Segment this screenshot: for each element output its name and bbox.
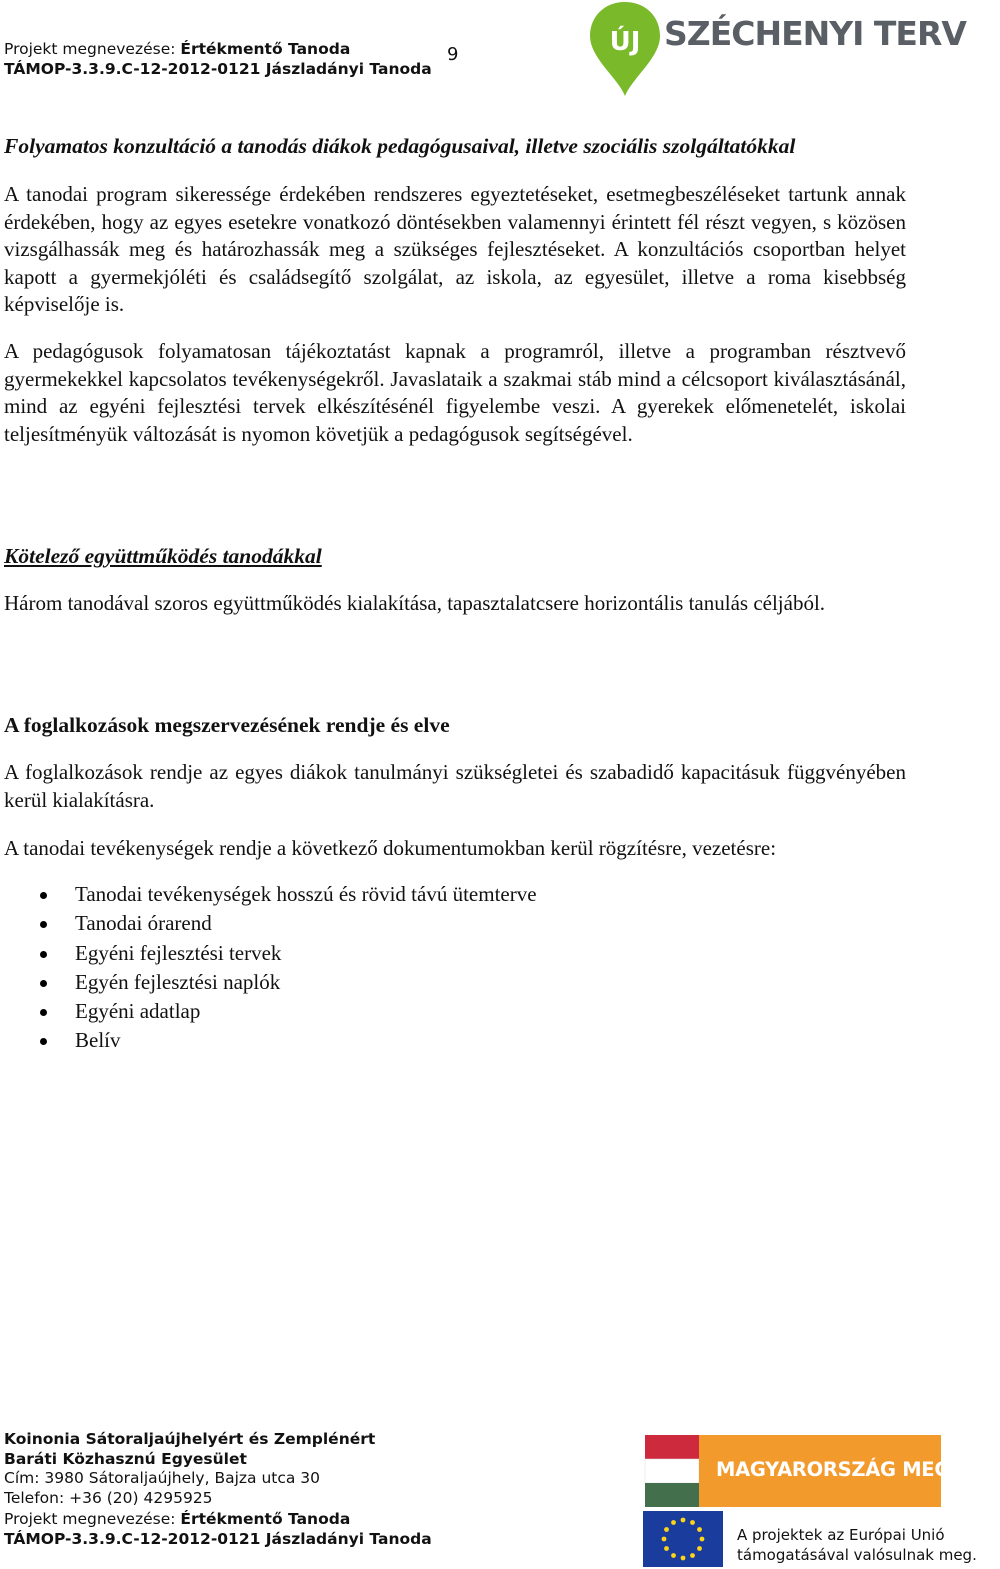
footer-project-name: Értékmentő Tanoda [180,1510,351,1528]
header-project-code: TÁMOP-3.3.9.C-12-2012-0121 Jászladányi Tanoda [4,60,432,78]
footer-org-line2: Baráti Közhasznú Egyesület [4,1450,247,1468]
bullet-icon [40,980,47,987]
section-heading-cooperation: Kötelező együttműködés tanodákkal [4,544,322,568]
footer-phone: Telefon: +36 (20) 4295925 [4,1489,213,1507]
bullet-icon [40,1009,47,1016]
list-item: Egyén fejlesztési naplók [0,968,537,997]
document-list [0,880,537,1056]
page-number: 9 [447,44,459,65]
footer-project-label: Projekt megnevezése: [4,1510,181,1528]
list-item: Belív [0,1026,537,1055]
eu-support-line2: támogatásával valósulnak meg. [737,1546,977,1564]
szechenyi-terv-logo [588,0,966,100]
bullet-icon [40,892,47,899]
footer-address: Cím: 3980 Sátoraljaújhely, Bajza utca 30 [4,1469,321,1487]
paragraph: A tanodai tevékenységek rendje a következő dokumentumokban kerül rögzítésre, vezetésre: [4,836,777,860]
section-heading-organization: A foglalkozások megszervezésének rendje és elve [4,713,450,737]
map-pin-icon [588,0,668,100]
bullet-icon [40,951,47,958]
list-item: Egyéni adatlap [0,997,537,1026]
eu-flag-icon [643,1511,723,1567]
list-item: Tanodai órarend [0,909,537,938]
section-heading-consultation: Folyamatos konzultáció a tanodás diákok pedagógusaival, illetve szociális szolgáltatókkal [4,134,796,158]
bullet-icon [40,921,47,928]
svg-text:ÚJ: ÚJ [609,27,641,57]
bullet-icon [40,1038,47,1045]
header-project-name: Értékmentő Tanoda [180,40,351,58]
logo-text: MAGYARORSZÁG MEGÚJUL [716,1458,1000,1481]
paragraph: A pedagógusok folyamatosan tájékoztatást kapnak a programról, illetve a programban résztvevő gyermekekkel kapcsolatos tevékenységekről. Javaslataik a szakmai stáb mind a célcsoport kiválasztásánál, mind az egyéni fejlesztési tervek elkészítésénél figyelembe veszi. A gyerekek előmenetelét, iskolai teljesítményük változását is nyomon követjük a pedagógusok segítségével. [4,339,906,446]
footer-org-line1: Koinonia Sátoraljaújhelyért és Zemplénért [4,1430,376,1448]
magyarorszag-megujul-logo [643,1433,1000,1509]
paragraph: Három tanodával szoros együttműködés kialakítása, tapasztalatcsere horizontális tanulás céljából. [4,591,826,615]
footer-project-line [4,1510,350,1528]
paragraph: A tanodai program sikeressége érdekében rendszeres egyeztetéseket, esetmegbeszéléseket tartunk annak érdekében, hogy az egyes esetekre vonatkozó döntésekben valamennyi érintett fél részt vegyen, s közösen vizsgálhassák meg és határozhassák meg a szükséges fejlesztéseket. A konzultációs csoportban helyet kapott a gyermekjóléti és családsegítő szolgálat, az iskola, az egyesület, illetve a roma kisebbség képviselője is. [4,182,906,317]
header-project-label: Projekt megnevezése: [4,40,181,58]
list-item: Tanodai tevékenységek hosszú és rövid távú ütemterve [0,880,537,909]
paragraph: A foglalkozások rendje az egyes diákok tanulmányi szükségletei és szabadidő kapacitásuk függvényében kerül kialakításra. [4,760,906,812]
eu-support-line1: A projektek az Európai Unió [737,1526,945,1544]
header-project-line [4,40,350,58]
logo-text: SZÉCHENYI TERV [664,14,966,53]
list-item: Egyéni fejlesztési tervek [0,939,537,968]
footer-project-code: TÁMOP-3.3.9.C-12-2012-0121 Jászladányi Tanoda [4,1530,432,1548]
